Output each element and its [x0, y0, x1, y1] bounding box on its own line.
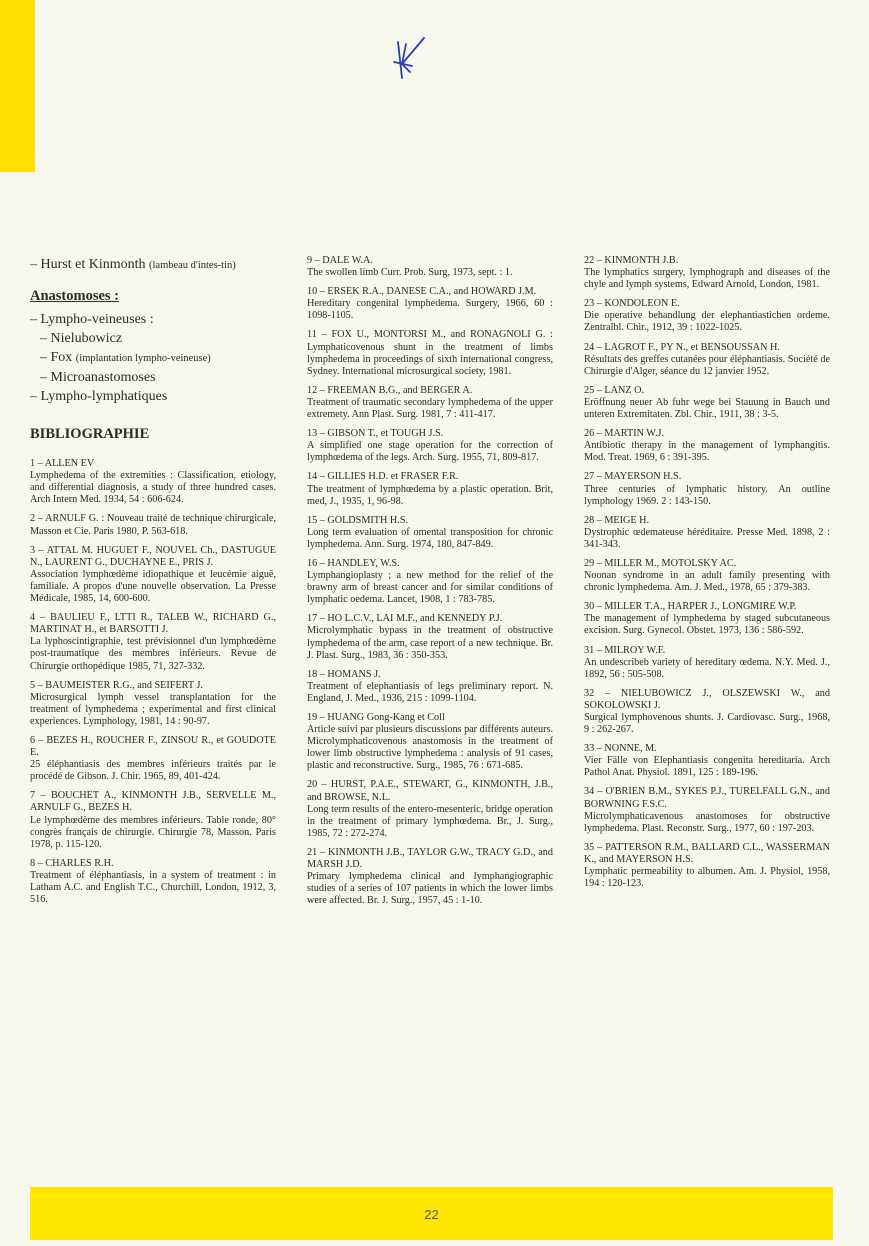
reference-body: Microsurgical lymph vessel transplantation for the treatment of lymphedema ; experimental and first clinical experiences. Lymphology, 1981, 14 : 90-97. [30, 691, 276, 727]
reference-authors: 4 – BAULIEU F., LTTI R., TALEB W., RICHARD G., MARTINAT H., et BARSOTTI J. [30, 612, 276, 636]
reference-body: Primary lymphedema clinical and lymphangiographic studies of a series of 107 patients in which the lower limbs were affected. Br. J. Surg., 1957, 45 : 1-10. [307, 871, 553, 907]
reference-entry [307, 558, 553, 606]
reference-entry [307, 669, 553, 705]
column-2 [307, 255, 553, 914]
reference-authors: 2 – ARNULF G. : Nouveau traité de technique chirurgicale, Masson et Cie. Paris 1980, P. 563-618. [30, 513, 276, 537]
reference-authors: 6 – BEZES H., ROUCHER F., ZINSOU R., et GOUDOTE E. [30, 734, 276, 759]
reference-authors: 5 – BAUMEISTER R.G., and SEIFERT J. [30, 679, 203, 691]
outline-item: – Microanastomoses [40, 370, 156, 385]
reference-authors: 10 – ERSEK R.A., DANESE C.A., and HOWARD J.M. [307, 286, 537, 298]
reference-entry [584, 471, 830, 507]
reference-authors: 12 – FREEMAN B.G., and BERGER A. [307, 384, 473, 396]
reference-entry [584, 601, 830, 637]
reference-authors: 11 – FOX U., MONTORSI M., and RONAGNOLI G. : Lymphaticovenous shunt in the treatment of limbs lymphedema in proceedings of sixth international congress, Sydney. International microsurgical society, 1981. [307, 329, 553, 377]
reference-entry [584, 786, 830, 834]
reference-entry [307, 515, 553, 551]
reference-authors: 7 – BOUCHET A., KINMONTH J.B., SERVELLE M., ARNULF G., BEZES H. [30, 790, 276, 814]
reference-body: 25 éléphantiasis des membres inférieurs traités par le procédé de Gibson. J. Chir. 1965, 89, 401-424. [30, 759, 276, 783]
outline-item: – Lympho-lymphatiques [30, 389, 168, 404]
reference-entry [584, 743, 830, 779]
reference-entry [584, 645, 830, 681]
reference-body: Microlymphaticavenous anastomoses for obstructive lymphedema. Plast. Reconstr. Surg., 1977, 60 : 197-203. [584, 810, 830, 834]
reference-body: Treatment of éléphantiasis, in a system of treatment : in Latham A.C. and English T.C., Churchill, London, 1912, 3, 516. [30, 869, 276, 906]
reference-authors: 17 – HO L.C.V., LAI M.F., and KENNEDY P.J. [307, 613, 503, 625]
reference-authors: 18 – HOMANS J. [307, 668, 381, 680]
reference-body: A simplified one stage operation for the correction of lymphœdema of the legs. Arch. Surg. 1955, 71, 809-817. [307, 440, 553, 464]
outline-item: – Hurst et Kinmonth (lambeau d'intes-tin) [30, 257, 236, 272]
reference-authors: 1 – ALLEN EV [30, 458, 95, 470]
reference-body: Die operative behandlung der elephantiastichen ordeme. Zentralbl. Chir., 1912, 39 : 1022-1025. [584, 310, 830, 334]
reference-body: Article suivi par plusieurs discussions par différents auteurs. Microlymphaticovenous anastomosis in the treatment of lower limb obstructive lymphedema : analysis of 91 cases, plastic and reconstructive. Surg., 1985, 76 : 671-685. [307, 724, 553, 772]
column-1 [30, 255, 276, 913]
reference-body: Lymphatic permeability to albumen. Am. J. Physiol, 1958, 194 : 120-123. [584, 866, 830, 890]
reference-entry [30, 680, 276, 728]
reference-body: An undescribeb variety of hereditary œdema. N.Y. Med. J., 1892, 56 : 505-508. [584, 656, 830, 680]
reference-list [307, 255, 553, 907]
reference-authors: 25 – LANZ O. [584, 384, 644, 396]
reference-list [30, 458, 276, 906]
reference-entry [584, 298, 830, 334]
reference-body: Résultats des greffes cutanées pour éléphantiasis. Société de Chirurgie d'Alger, séance du 12 janvier 1952. [584, 353, 830, 377]
reference-entry [584, 255, 830, 291]
outline-item: – Lympho-veineuses : [30, 312, 154, 327]
reference-body: Dystrophic œdemateuse héréditaire. Presse Med. 1898, 2 : 341-343. [584, 526, 830, 550]
reference-authors: 22 – KINMONTH J.B. [584, 255, 679, 266]
reference-body: Antibiotic therapy in the management of lymphangitis. Mod. Treat. 1969, 6 : 391-395. [584, 440, 830, 464]
reference-body: Eröffnung neuer Ab fuhr wege bei Stauung in Bauch und unteren Extremitaten. Zbl. Chir., 1911, 38 : 3-5. [584, 396, 830, 421]
reference-authors: 29 – MILLER M., MOTOLSKY AC. [584, 557, 737, 569]
reference-body: Surgical lymphovenous shunts. J. Cardiovasc. Surg., 1968, 9 : 262-267. [584, 712, 830, 736]
reference-body: Lymphangioplasty ; a new method for the relief of the brawny arm of breast cancer and for similar conditions of lymphatic oedema. Lancet, 1908, 1 : 783-785. [307, 570, 553, 606]
reference-entry [584, 342, 830, 378]
reference-body: La lyphoscintigraphie, test prévisionnel d'un lymphœdème post-traumatique des membres inférieurs. Revue de Chirurgie orthopédique 1985, 71, 327-332. [30, 636, 276, 672]
reference-body: Le lymphœdème des membres inférieurs. Table ronde, 80° congrès français de chirurgie. Chirurgie 78, Masson. Paris 1978, p. 115-120. [30, 814, 276, 850]
technique-outline [30, 255, 276, 406]
reference-entry [30, 858, 276, 906]
reference-entry [307, 779, 553, 839]
reference-body: Long term evaluation of omental transposition for chronic lymphedema. Ann. Surg. 1974, 180, 847-849. [307, 526, 553, 550]
yellow-edge-tab [0, 0, 35, 172]
reference-entry [307, 385, 553, 421]
reference-authors: 21 – KINMONTH J.B., TAYLOR G.W., TRACY G.D., and MARSH J.D. [307, 846, 553, 871]
reference-authors: 34 – O'BRIEN B.M., SYKES P.J., TURELFALL G.N., and BORWNING F.S.C. [584, 786, 830, 810]
reference-authors: 9 – DALE W.A. [307, 255, 373, 266]
reference-entry [30, 458, 276, 506]
reference-entry [307, 286, 553, 322]
outline-heading: Anastomoses : [30, 288, 120, 304]
reference-body: Treatment of elephantiasis of legs preliminary report. N. England, J. Med., 1936, 215 : 1099-1104. [307, 680, 553, 704]
reference-authors: 16 – HANDLEY, W.S. [307, 557, 400, 569]
reference-entry [30, 612, 276, 672]
reference-authors: 8 – CHARLES R.H. [30, 857, 114, 869]
reference-authors: 13 – GIBSON T., et TOUGH J.S. [307, 428, 444, 440]
reference-authors: 31 – MILROY W.F. [584, 644, 666, 656]
reference-authors: 15 – GOLDSMITH H.S. [307, 514, 409, 526]
reference-entry [584, 515, 830, 551]
reference-entry [584, 688, 830, 736]
reference-entry [30, 735, 276, 783]
reference-entry [307, 329, 553, 377]
reference-entry [584, 428, 830, 464]
reference-entry [307, 613, 553, 661]
reference-authors: 32 – NIELUBOWICZ J., OLSZEWSKI W., and SOKOLOWSKI J. [584, 687, 830, 711]
bibliography-heading: BIBLIOGRAPHIE [30, 426, 150, 442]
reference-authors: 33 – NONNE, M. [584, 743, 657, 755]
reference-body: The treatment of lymphœdema by a plastic operation. Brit, med, J., 1935, 1, 96-98. [307, 483, 553, 507]
reference-entry [30, 790, 276, 850]
reference-body: Microlymphatic bypass in the treatment of obstructive lymphedema of the arm, case report of a new technique. Br. J. Plast. Surg., 1983, 36 : 350-353. [307, 625, 553, 661]
reference-authors: 35 – PATTERSON R.M., BALLARD C.L., WASSERMAN K., and MAYERSON H.S. [584, 841, 830, 865]
reference-entry [30, 545, 276, 605]
reference-authors: 3 – ATTAL M. HUGUET F., NOUVEL Ch., DASTUGUE N., LAURENT G., DUCHAYNE E., PRIS J. [30, 544, 276, 568]
page-number: 22 [424, 1207, 439, 1222]
reference-authors: 24 – LAGROT F., PY N., et BENSOUSSAN H. [584, 341, 780, 353]
reference-entry [307, 471, 553, 507]
reference-authors: 28 – MEIGE H. [584, 514, 650, 526]
reference-authors: 26 – MARTIN W.J. [584, 428, 665, 440]
reference-authors: 27 – MAYERSON H.S. [584, 471, 682, 483]
reference-authors: 14 – GILLIES H.D. et FRASER F.R. [307, 471, 459, 483]
reference-body: Lymphedema of the extremities : Classification, etiology, and differential diagnosis, a study of three hundred cases. Arch Intern Med. 1934, 54 : 606-624. [30, 470, 276, 506]
reference-authors: 23 – KONDOLEON E. [584, 298, 680, 310]
outline-item: – Nielubowicz [40, 331, 123, 346]
reference-body: Treatment of traumatic secondary lymphedema of the upper extremety. Ann Plast. Surg. 1981, 7 : 411-417. [307, 396, 553, 421]
reference-list [584, 255, 830, 890]
reference-entry [307, 428, 553, 464]
reference-body: Association lymphœdème idiopathique et leucémie aiguë, familiale. A propos d'une nouvelle observation. La Presse Médicale, 1985, 14, 600-600. [30, 568, 276, 605]
reference-authors: 30 – MILLER T.A., HARPER J., LONGMIRE W.P. [584, 601, 797, 613]
reference-entry [307, 712, 553, 772]
footer-bar [30, 1187, 833, 1240]
reference-body: The management of lymphedema by staged subcutaneous excision. Surg. Gynecol. Obstet. 1973, 136 : 586-592. [584, 613, 830, 637]
reference-authors: 20 – HURST, P.A.E., STEWART, G., KINMONTH, J.B., and BROWSE, N.L. [307, 779, 553, 803]
reference-body: The swollen limb Curr. Prob. Surg, 1973, sept. : 1. [307, 267, 513, 279]
reference-body: Long term results of the entero-mesenteric, bridge operation in the treatment of primary lymphœdema. Br., J. Surg., 1985, 72 : 272-274. [307, 803, 553, 839]
reference-entry [584, 558, 830, 594]
reference-body: Vier Fälle von Elephantiasis congenita hereditaria. Arch Pathol Anat. Physiol. 1891, 125 : 189-196. [584, 755, 830, 779]
reference-entry [584, 385, 830, 421]
column-3 [584, 255, 830, 897]
reference-entry [307, 847, 553, 907]
reference-authors: 19 – HUANG Gong-Kang et Coll [307, 712, 445, 723]
reference-body: Noonan syndrome in an adult family presenting with chronic lymphedema. Am. J. Med., 1978, 65 : 379-383. [584, 570, 830, 594]
handwritten-asterisk-mark [392, 34, 432, 84]
reference-entry [30, 513, 276, 537]
reference-body: Hereditary congenital lymphedema. Surgery, 1966, 60 : 1098-1105. [307, 298, 553, 322]
outline-item: – Fox (implantation lympho-veineuse) [40, 350, 211, 365]
reference-body: The lymphatics surgery, lymphograph and diseases of the chyle and lymph systems, Edward Arnold, London, 1981. [584, 267, 830, 291]
reference-entry [307, 255, 553, 279]
reference-entry [584, 842, 830, 890]
reference-body: Three centuries of lymphatic history. An outline lymphology 1969. 2 : 143-150. [584, 483, 830, 507]
